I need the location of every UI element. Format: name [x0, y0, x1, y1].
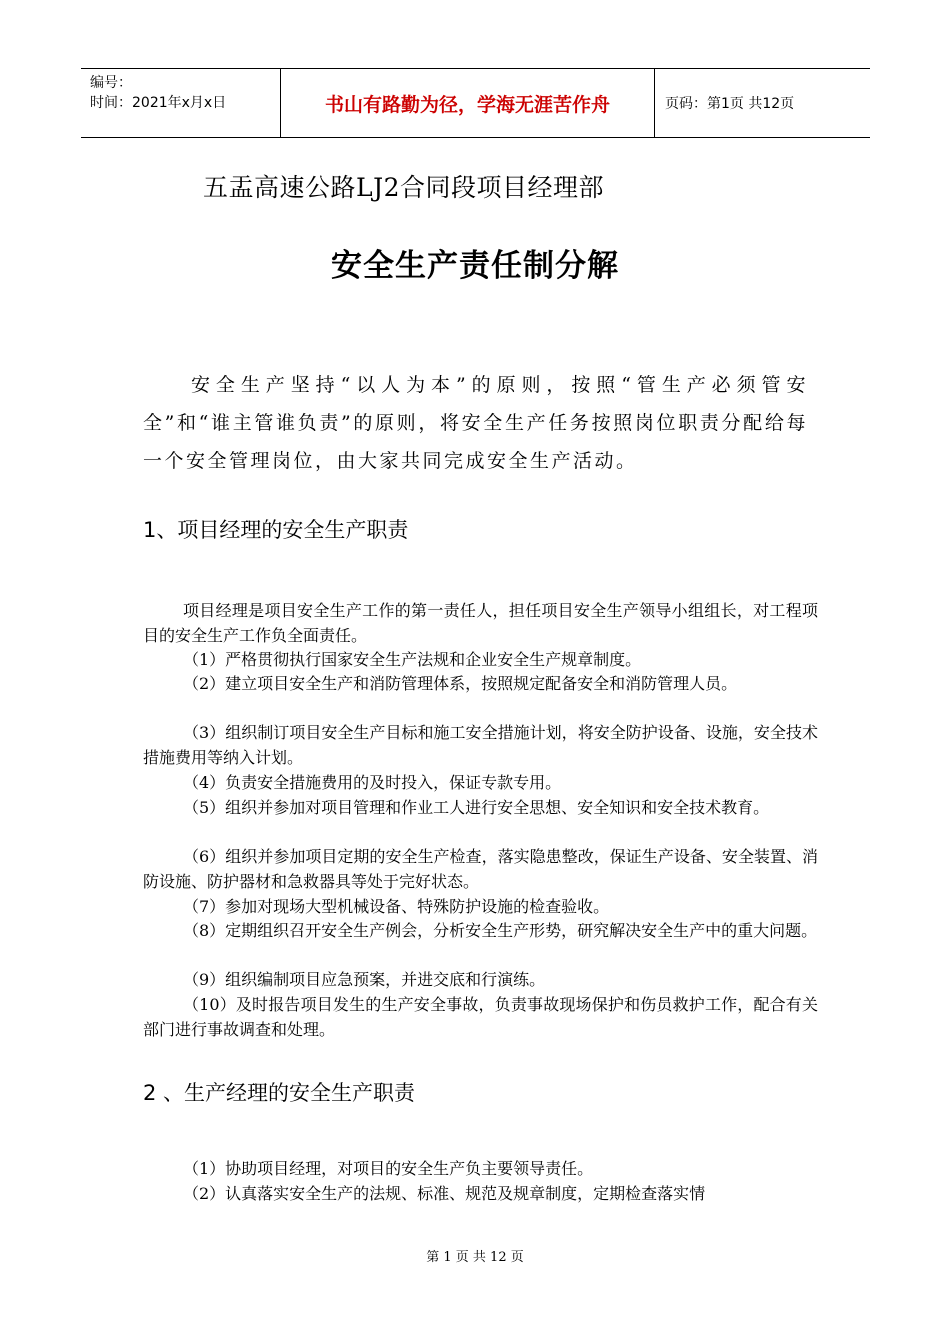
section-heading-2: 2 、生产经理的安全生产职责: [143, 1081, 416, 1105]
section-2-item-1: （1）协助项目经理，对项目的安全生产负主要领导责任。: [183, 1159, 594, 1178]
header-meta-cell: [81, 69, 281, 137]
page-footer: 第 1 页 共 12 页: [426, 1250, 524, 1265]
number-label: 编号：: [90, 75, 132, 91]
intro-paragraph: 安全生产坚持“以人为本”的原则，按照“管生产必须管安全”和“谁主管谁负责”的原则，将安全生产任务按照岗位职责分配给每一个安全管理岗位，由大家共同完成安全生产活动。: [143, 374, 808, 472]
duty-item-7: （7）参加对现场大型机械设备、特殊防护设施的检查验收。: [183, 897, 610, 916]
section-heading-1: 1、项目经理的安全生产职责: [143, 518, 409, 542]
document-subtitle: 五盂高速公路LJ2合同段项目经理部: [203, 173, 605, 202]
duty-item-9: （9）组织编制项目应急预案，并进交底和行演练。: [183, 970, 546, 989]
duty-item-6: （6）组织并参加项目定期的安全生产检查，落实隐患整改，保证生产设备、安全装置、消防设施、防护器材和急救器具等处于完好状态。: [143, 847, 818, 891]
duty-item-2: （2）建立项目安全生产和消防管理体系，按照规定配备安全和消防管理人员。: [183, 674, 738, 693]
duty-item-10: （10）及时报告项目发生的生产安全事故，负责事故现场保护和伤员救护工作，配合有关部门进行事故调查和处理。: [143, 995, 818, 1039]
section-2-item-2: （2）认真落实安全生产的法规、标准、规范及规章制度，定期检查落实情: [183, 1184, 706, 1203]
page-code-cell: [655, 69, 870, 137]
duty-item-8: （8）定期组织召开安全生产例会，分析安全生产形势，研究解决安全生产中的重大问题。: [183, 921, 818, 940]
header-table: [81, 68, 870, 138]
date-label: 时间：2021年x月x日: [90, 95, 227, 111]
motto-text: 书山有路勤为径，学海无涯苦作舟: [324, 93, 610, 116]
document-title: 安全生产责任制分解: [331, 248, 619, 284]
motto-cell: [281, 69, 655, 137]
duty-item-4: （4）负责安全措施费用的及时投入，保证专款专用。: [183, 773, 562, 792]
section-1-paragraph: 项目经理是项目安全生产工作的第一责任人，担任项目安全生产领导小组组长，对工程项目的安全生产工作负全面责任。: [143, 601, 818, 645]
page-code-text: 页码：第1页 共12页: [665, 96, 795, 112]
duty-item-5: （5）组织并参加对项目管理和作业工人进行安全思想、安全知识和安全技术教育。: [183, 798, 770, 817]
duty-item-3: （3）组织制订项目安全生产目标和施工安全措施计划，将安全防护设备、设施，安全技术措施费用等纳入计划。: [143, 723, 818, 767]
duty-item-1: （1）严格贯彻执行国家安全生产法规和企业安全生产规章制度。: [183, 650, 642, 669]
